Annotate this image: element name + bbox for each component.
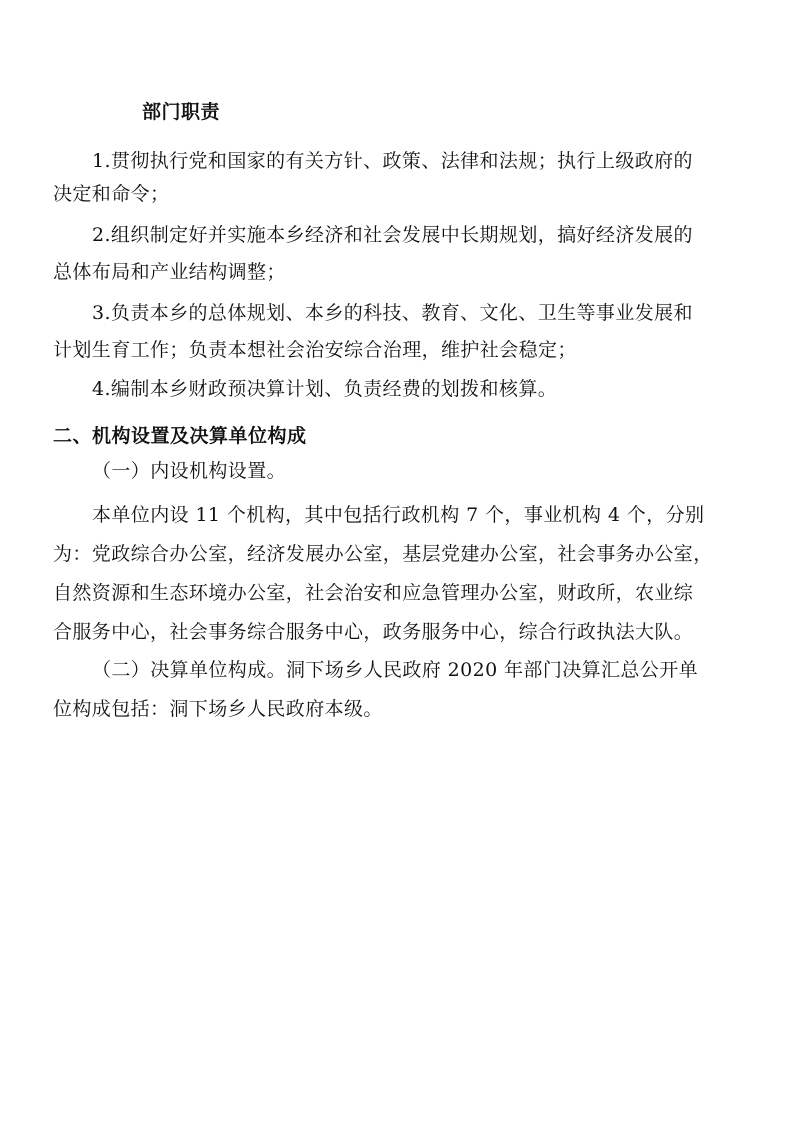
- sub2-line-1: （二）决算单位构成。洞下场乡人民政府 2020 年部门决算汇总公开单: [92, 659, 699, 681]
- duty-4-line-1: 4.编制本乡财政预决算计划、负责经费的划拨和核算。: [92, 378, 558, 400]
- dept-duties-heading: 部门职责: [142, 101, 221, 123]
- sub1-line-2: 为：党政综合办公室，经济发展办公室，基层党建办公室，社会事务办公室，: [53, 543, 713, 565]
- duty-3-line-2: 计划生育工作；负责本想社会治安综合治理，维护社会稳定；: [53, 339, 577, 361]
- sub2-line-2: 位构成包括：洞下场乡人民政府本级。: [53, 698, 383, 720]
- sub1-heading: （一）内设机构设置。: [92, 460, 287, 482]
- sub1-line-3: 自然资源和生态环境办公室，社会治安和应急管理办公室，财政所，农业综: [53, 582, 694, 604]
- duty-1-line-2: 决定和命令；: [53, 183, 170, 205]
- duty-3-line-1: 3.负责本乡的总体规划、本乡的科技、教育、文化、卫生等事业发展和: [92, 302, 693, 324]
- duty-1-line-1: 1.贯彻执行党和国家的有关方针、政策、法律和法规；执行上级政府的: [92, 150, 693, 172]
- duty-2-line-2: 总体布局和产业结构调整；: [53, 261, 286, 283]
- duty-2-line-1: 2.组织制定好并实施本乡经济和社会发展中长期规划，搞好经济发展的: [92, 224, 693, 246]
- sub1-line-1: 本单位内设 11 个机构，其中包括行政机构 7 个，事业机构 4 个，分别: [92, 504, 705, 526]
- section-2-heading: 二、机构设置及决算单位构成: [53, 425, 307, 447]
- sub1-line-4: 合服务中心，社会事务综合服务中心，政务服务中心，综合行政执法大队。: [53, 621, 694, 643]
